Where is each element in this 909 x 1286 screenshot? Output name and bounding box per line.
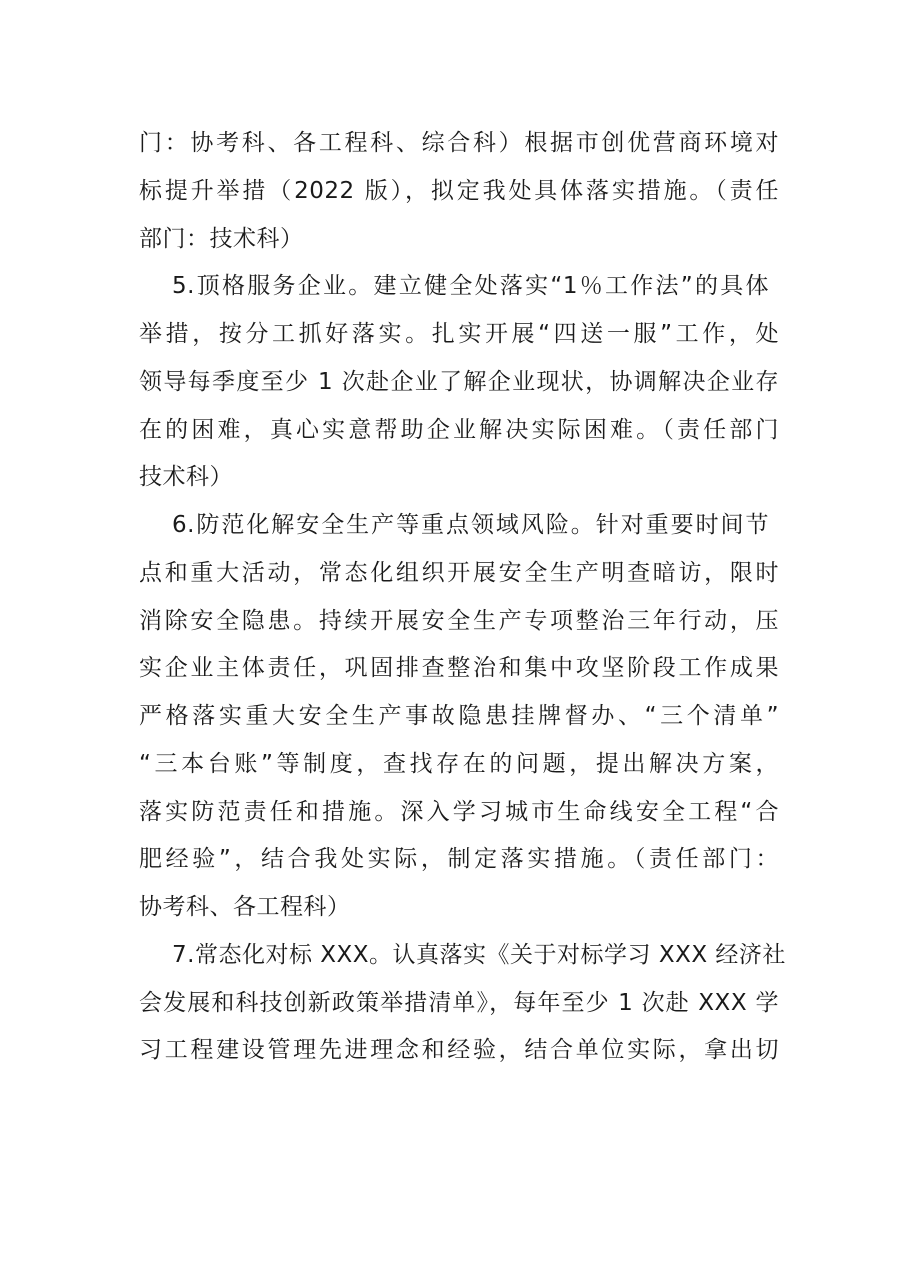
text-line: 消除安全隐患。持续开展安全生产专项整治三年行动，压 bbox=[139, 608, 779, 634]
text-line: 标提升举措（2022 版），拟定我处具体落实措施。（责任 bbox=[139, 178, 779, 204]
text-line: 点和重大活动，常态化组织开展安全生产明查暗访，限时 bbox=[139, 560, 779, 586]
text-line: 习工程建设管理先进理念和经验，结合单位实际，拿出切 bbox=[139, 1037, 779, 1063]
text-line: 严格落实重大安全生产事故隐患挂牌督办、“三个清单” bbox=[139, 703, 779, 729]
text-line: 实企业主体责任，巩固排查整治和集中攻坚阶段工作成果 bbox=[139, 655, 779, 681]
paragraph-first-line: 7.常态化对标 XXX。认真落实《关于对标学习 XXX 经济社 bbox=[172, 942, 786, 968]
text-line: 落实防范责任和措施。深入学习城市生命线安全工程“合 bbox=[139, 799, 779, 825]
paragraph-first-line: 5.顶格服务企业。建立健全处落实“1％工作法”的具体 bbox=[172, 273, 769, 299]
text-line: 领导每季度至少 1 次赴企业了解企业现状，协调解决企业存 bbox=[139, 369, 779, 395]
text-line: 技术科） bbox=[139, 464, 233, 490]
text-line: 举措，按分工抓好落实。扎实开展“四送一服”工作，处 bbox=[139, 321, 779, 347]
paragraph-first-line: 6.防范化解安全生产等重点领域风险。针对重要时间节 bbox=[172, 512, 769, 538]
text-line: 协考科、各工程科） bbox=[139, 894, 351, 920]
text-line: 门：协考科、各工程科、综合科）根据市创优营商环境对 bbox=[139, 130, 779, 156]
text-line: “三本台账”等制度，查找存在的问题，提出解决方案， bbox=[139, 751, 779, 777]
text-line: 在的困难，真心实意帮助企业解决实际困难。（责任部门 bbox=[139, 417, 779, 443]
text-line: 部门：技术科） bbox=[139, 226, 304, 252]
text-line: 会发展和科技创新政策举措清单》，每年至少 1 次赴 XXX 学 bbox=[139, 990, 779, 1016]
text-line: 肥经验”，结合我处实际，制定落实措施。（责任部门： bbox=[139, 846, 779, 872]
